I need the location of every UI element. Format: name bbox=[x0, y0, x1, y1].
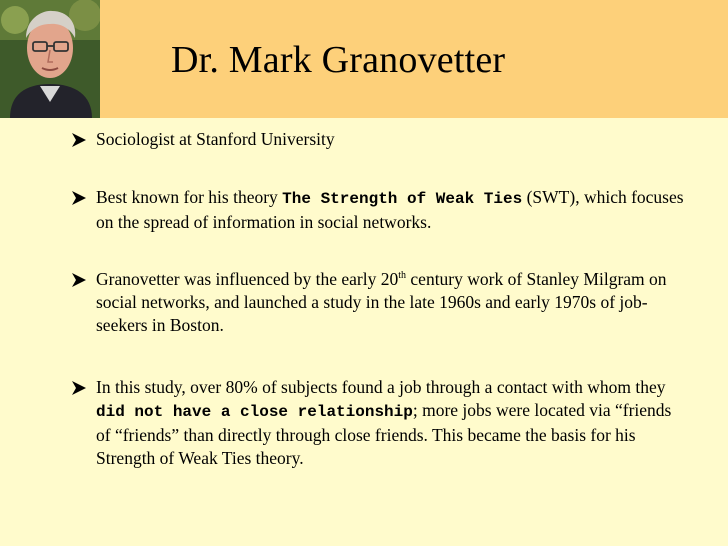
bullet-superscript: th bbox=[398, 270, 407, 282]
bullet-text: In this study, over 80% of subjects found a job through a contact with whom they bbox=[96, 377, 666, 397]
arrowhead-bullet-icon bbox=[70, 271, 88, 289]
bullet-item bbox=[70, 268, 690, 337]
bullet-item bbox=[70, 128, 335, 151]
bullet-bold-text: did not have a close relationship bbox=[96, 403, 413, 421]
bullet-text: century work of Stanley Milgram on social networks, and launched a study in the late 1960s and early 1970s of job-seekers in Boston. bbox=[96, 269, 667, 335]
bullet-text: ; more jobs were located via “friends of “friends” than directly through close friends. This became the basis for his Strength of Weak Ties theory. bbox=[96, 400, 672, 468]
bullet-text: Granovetter was influenced by the early 20 bbox=[96, 269, 399, 289]
bullet-item bbox=[70, 376, 690, 470]
bullet-text: Best known for his theory bbox=[96, 187, 283, 207]
arrowhead-bullet-icon bbox=[70, 189, 88, 207]
arrowhead-bullet-icon bbox=[70, 379, 88, 397]
bullet-text: Sociologist at Stanford University bbox=[96, 129, 335, 149]
portrait-photo-image bbox=[0, 0, 100, 118]
bullet-bold-text: The Strength of Weak Ties bbox=[282, 190, 523, 208]
bullet-text: (SWT), which focuses on the spread of information in social networks. bbox=[96, 187, 684, 232]
portrait-photo bbox=[0, 0, 100, 118]
arrowhead-bullet-icon bbox=[70, 131, 88, 149]
page-title: Dr. Mark Granovetter bbox=[171, 39, 506, 81]
bullet-item bbox=[70, 186, 690, 234]
